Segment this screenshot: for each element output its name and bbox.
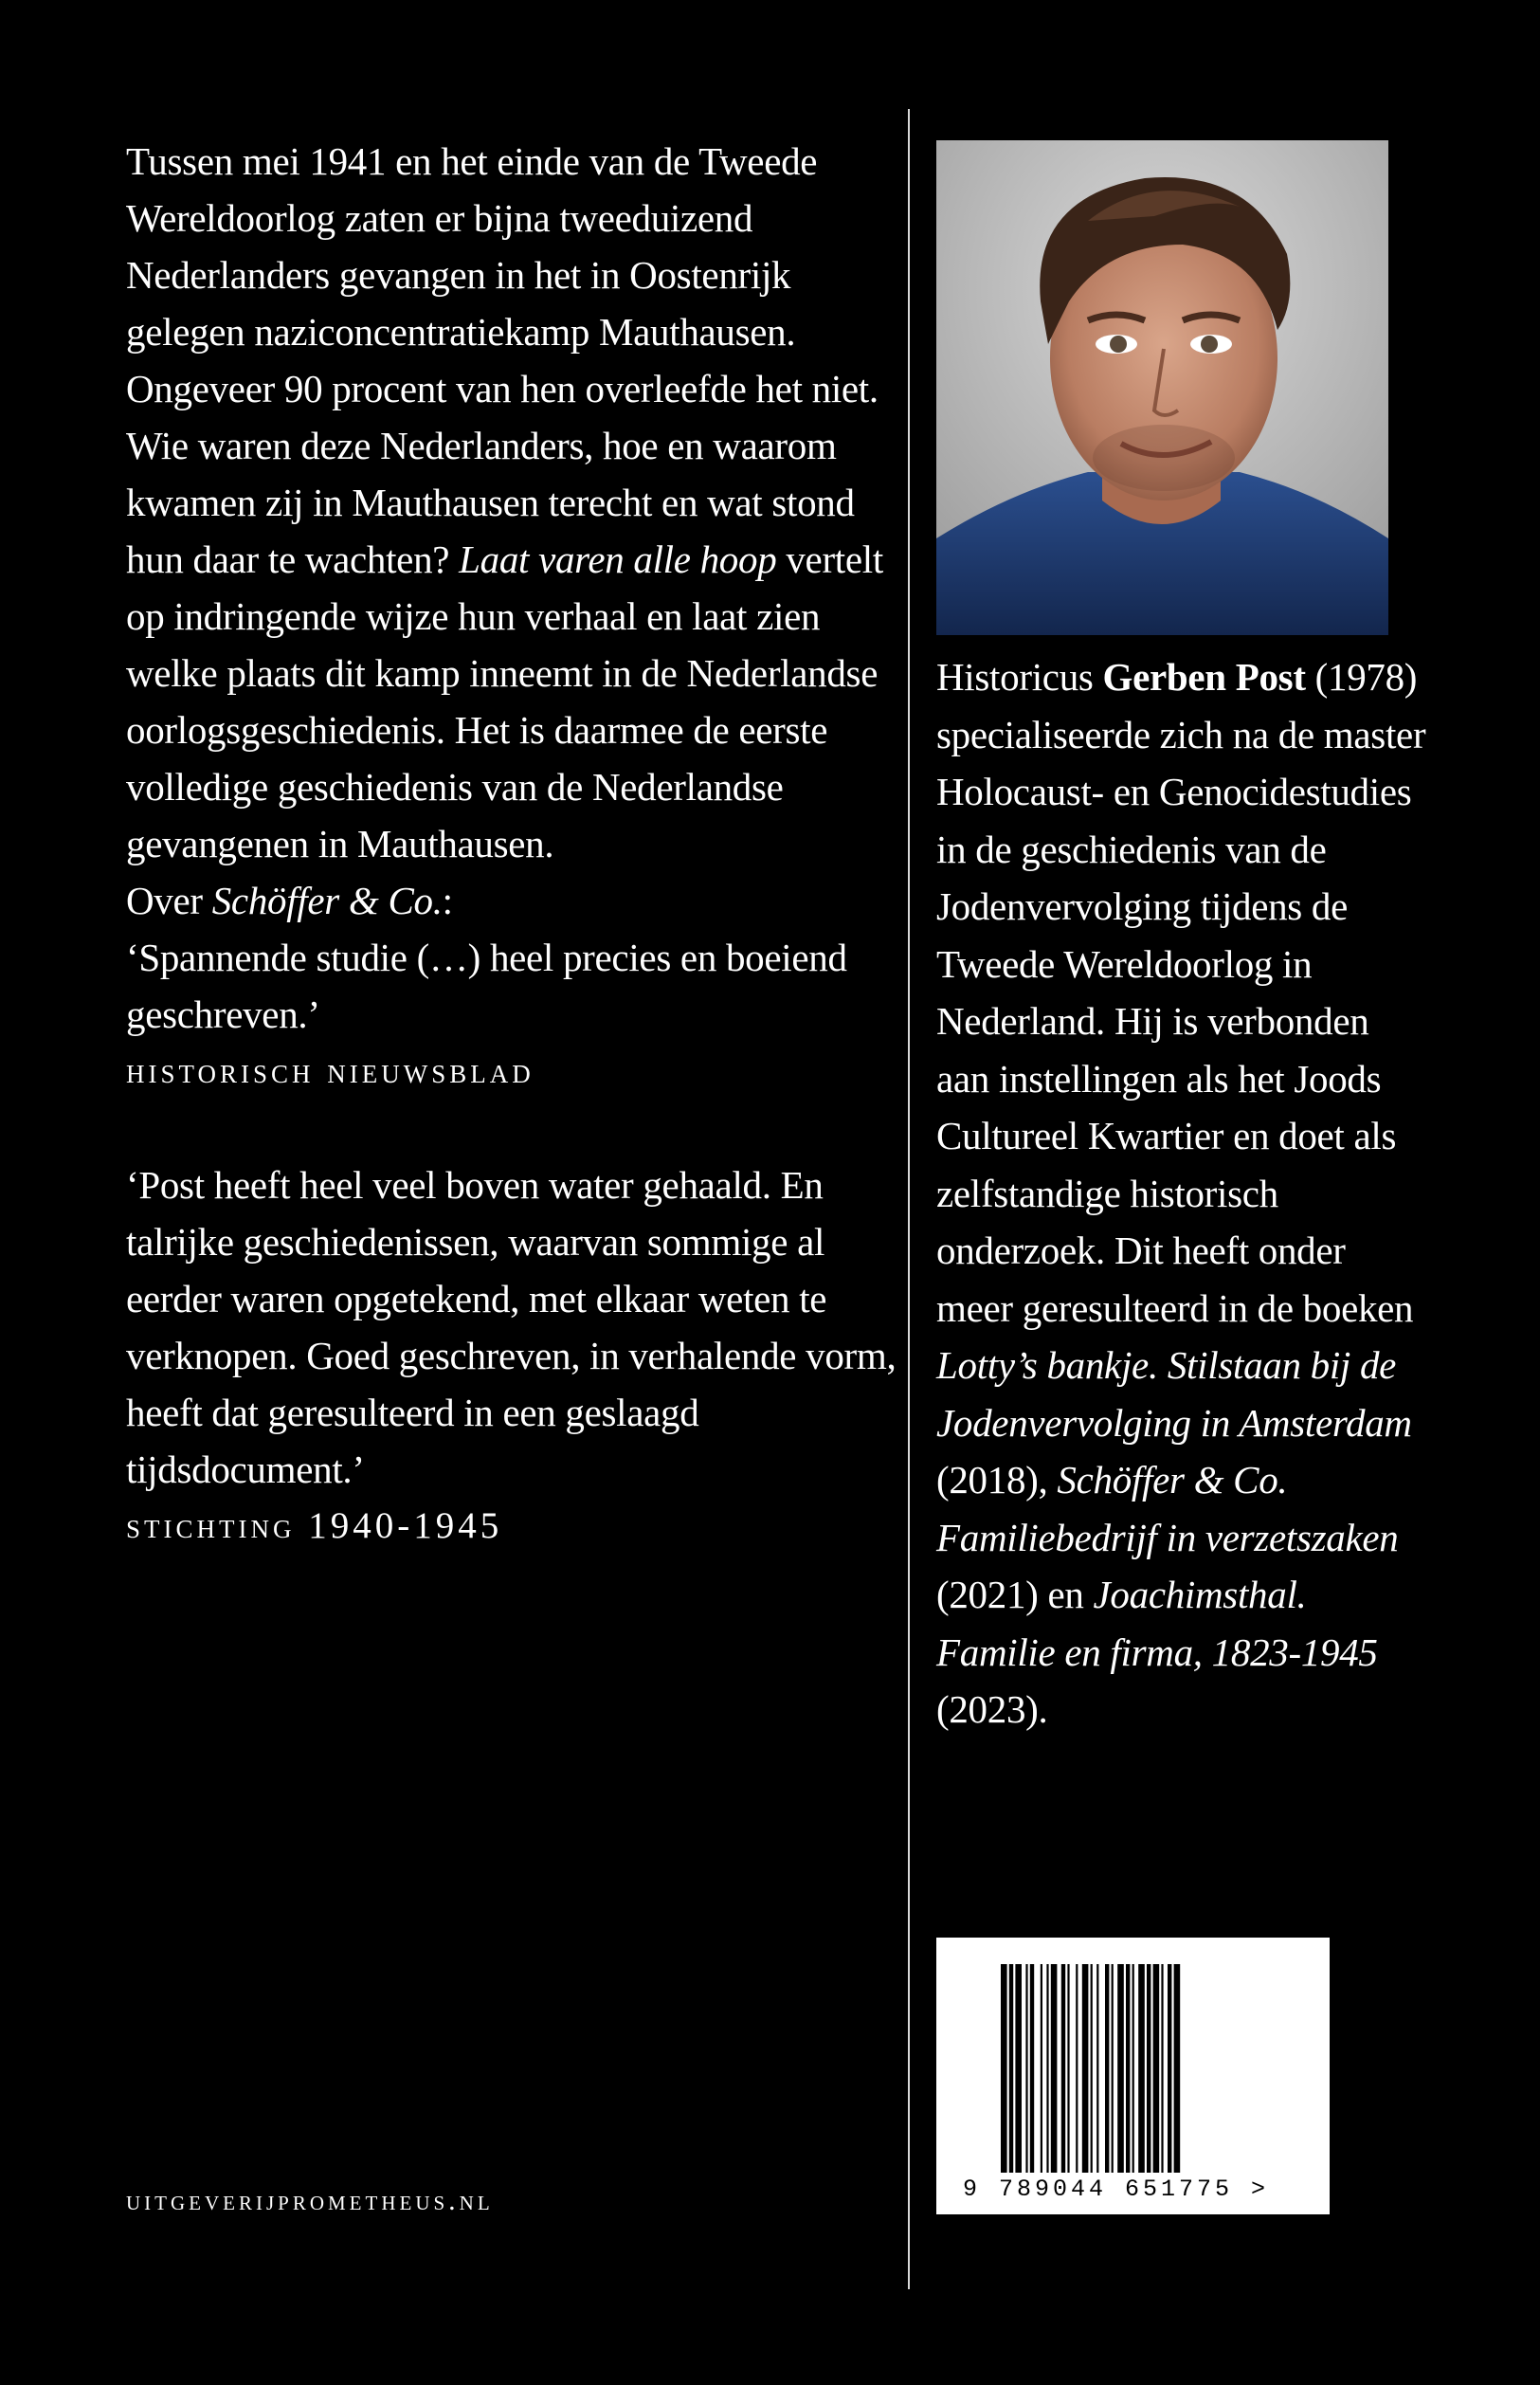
barcode-bar [1009, 1964, 1013, 2173]
bio-book-2: Schöffer & Co. Familiebedrijf in verzetszaken [936, 1458, 1399, 1559]
bio-year-3: (2023). [936, 1687, 1048, 1731]
review-schoffer [126, 872, 903, 1100]
author-name: Gerben Post [1102, 655, 1306, 699]
barcode-bar [1168, 1964, 1171, 2173]
review-source-1: historisch nieuwsblad [126, 1050, 534, 1091]
barcode-bar [1051, 1964, 1058, 2173]
barcode-bar [1117, 1964, 1124, 2173]
blurb-text-2: vertelt op indringende wijze hun verhaal en laat zien welke plaats dit kamp inneemt in de Nederlandse oorlogsgeschiedenis. Het is daarmee de eerste volledige geschiedenis van de Nederlandse gevangenen in Mauthausen. [126, 537, 883, 865]
barcode-bar [1105, 1964, 1109, 2173]
barcode-bar [1153, 1964, 1160, 2173]
bio-book-1: Lotty’s bankje. Stilstaan bij de Jodenvervolging in Amsterdam [936, 1343, 1412, 1445]
review-intro-suffix: : [442, 879, 453, 922]
bio-year-2: (2021) en [936, 1573, 1094, 1616]
review-source-2: stichting 1940-1945 [126, 1505, 503, 1546]
barcode-bar [1076, 1964, 1078, 2173]
barcode-bar [1147, 1964, 1150, 2173]
left-column [126, 133, 903, 1555]
barcode-bar [1030, 1964, 1034, 2173]
review-intro [126, 872, 903, 929]
author-portrait-image [936, 140, 1388, 635]
author-bio-text [936, 648, 1429, 1739]
barcode-bar [1161, 1964, 1163, 2173]
barcode-bar [1126, 1964, 1130, 2173]
barcode-bar [1001, 1964, 1007, 2173]
blurb-book-title: Laat varen alle hoop [459, 537, 777, 581]
barcode-bar [1132, 1964, 1134, 2173]
barcode-bar [1174, 1964, 1181, 2173]
barcode-bar [1091, 1964, 1093, 2173]
barcode-bar [1025, 1964, 1027, 2173]
column-divider [908, 109, 910, 2289]
review-stichting [126, 1156, 903, 1555]
barcode-bar [1046, 1964, 1048, 2173]
barcode-bar [1061, 1964, 1065, 2173]
barcode-bar [1082, 1964, 1089, 2173]
review-intro-title: Schöffer & Co. [211, 879, 443, 922]
bio-text: (1978) specialiseerde zich na de master Holocaust- en Genocidestudies in de geschiedenis van de Jodenvervolging tijdens de Tweede Wereldoorlog in Nederland. Hij is verbonden aan instellingen als het Joods Cultureel Kwartier en doet als zelfstandige historisch onderzoek. Dit heeft onder meer geresulteerd in de boeken [936, 655, 1426, 1330]
isbn-barcode [936, 1938, 1330, 2214]
barcode-bar [1138, 1964, 1145, 2173]
barcode-bar [1112, 1964, 1114, 2173]
book-blurb [126, 133, 903, 872]
bio-prefix: Historicus [936, 655, 1103, 699]
barcode-bars [936, 1938, 1330, 2214]
blurb-text-1: Tussen mei 1941 en het einde van de Tweede Wereldoorlog zaten er bijna tweeduizend Nederlanders gevangen in het in Oostenrijk gelegen naziconcentratiekamp Mauthausen. Ongeveer 90 procent van hen overleefde het niet. Wie waren deze Nederlanders, hoe en waarom kwamen zij in Mauthausen terecht en wat stond hun daar te wachten? [126, 139, 879, 581]
author-bio [936, 648, 1429, 1739]
publisher-url: uitgeverijprometheus.nl [126, 2185, 494, 2216]
isbn-digits: 9 789044 651775 > [963, 2176, 1270, 2203]
barcode-bar [1041, 1964, 1042, 2173]
spacer [126, 1100, 903, 1156]
review-intro-prefix: Over [126, 879, 212, 922]
author-photo [936, 140, 1388, 635]
bio-year-1: (2018), [936, 1458, 1058, 1502]
review-quote-1: ‘Spannende studie (…) heel precies en boeiend geschreven.’ [126, 936, 847, 1036]
barcode-bar [1067, 1964, 1069, 2173]
bio-book-3: Joachimsthal. Familie en firma, 1823-1945 [936, 1573, 1378, 1674]
barcode-bar [1015, 1964, 1022, 2173]
review-quote-2: ‘Post heeft heel veel boven water gehaald. En talrijke geschiedenissen, waarvan sommige al eerder waren opgetekend, met elkaar weten te verknopen. Goed geschreven, in verhalende vorm, heeft dat geresulteerd in een geslaagd tijdsdocument.’ [126, 1163, 897, 1491]
barcode-bar [1096, 1964, 1098, 2173]
